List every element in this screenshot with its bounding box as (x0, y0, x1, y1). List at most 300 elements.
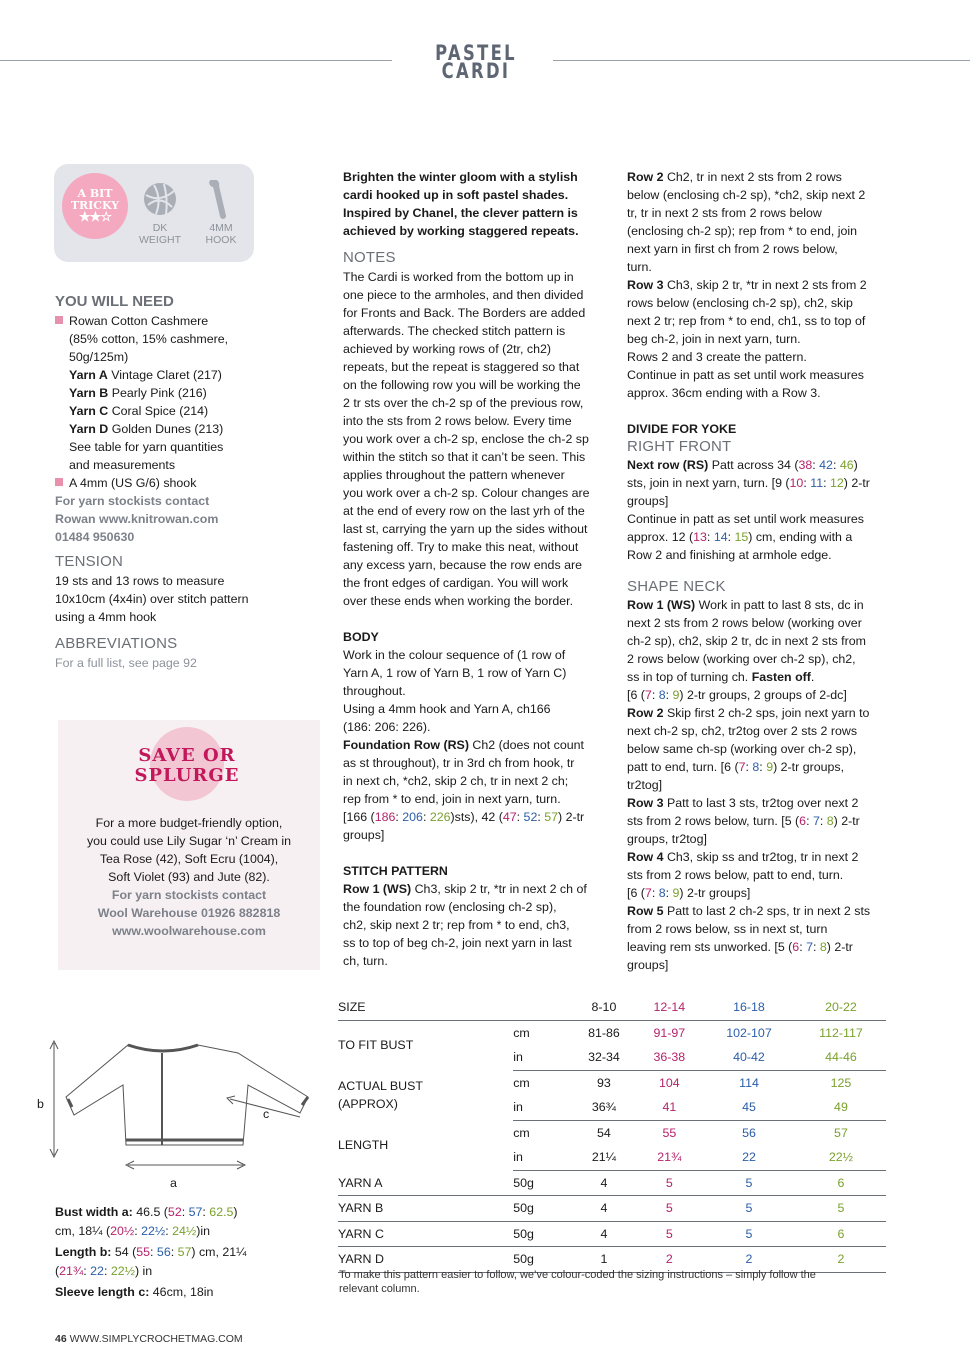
row3-label: Row 3 (627, 278, 664, 292)
size3-value: 8 (658, 688, 666, 702)
cell: 104 (659, 1075, 680, 1090)
header-rule-left (0, 60, 392, 61)
size2-value: 20½ (110, 1224, 135, 1238)
size4-value: 9 (766, 760, 774, 774)
size2-value: 6 (799, 814, 807, 828)
t: Patt to last 2 ch-2 sps, tr in next 2 sts (663, 904, 871, 918)
yarn-c (55, 402, 315, 420)
cell: 41 (637, 1095, 702, 1120)
neck-row2-line5: tr2tog] (627, 778, 663, 792)
t: Work in patt to last 8 sts, dc in (695, 598, 864, 612)
foundation-row-line2: as st throughout), tr in 3rd ch from hook, tr (343, 756, 575, 770)
t: ) cm, 21¼ (191, 1245, 247, 1259)
bullet-icon (55, 478, 63, 486)
notes-line: over these ends when working the border. (343, 594, 574, 608)
size2-value: 7 (644, 688, 652, 702)
tension-line2: 10x10cm (4x4in) over stitch pattern (55, 592, 249, 606)
table-note (339, 1268, 849, 1296)
size3-value: 14 (713, 530, 728, 544)
t: [166 ( (343, 810, 375, 824)
diagram-label-b: b (37, 1097, 44, 1111)
neck-row4-line3: [6 (7: 8: 9) 2-tr groups] (627, 886, 751, 900)
sp-row1-line5: ch, turn. (343, 954, 388, 968)
crochet-hook-icon (205, 180, 229, 220)
neck-row4-line1 (627, 848, 897, 866)
cell: 21¾ (637, 1145, 702, 1170)
notes-line: achieved by working rows of (2tr, ch2) (343, 342, 551, 356)
materials-item-yarn-text: Rowan Cotton Cashmere (69, 314, 209, 328)
row2-line2: below (enclosing ch-2 sp), *ch2, skip next 2 (627, 188, 866, 202)
yarn-row-label: YARN D (338, 1247, 513, 1273)
notes-heading: NOTES (343, 249, 396, 266)
length-label: Length b: (55, 1245, 112, 1259)
size-1: 8-10 (571, 995, 636, 1020)
neck-row1-line3: ch-2 sp), ch2, skip 2 tr, dc in next 2 sts from (627, 634, 866, 648)
next-row-line1: Next row (RS) Patt across 34 (38: 42: 46) (627, 458, 858, 472)
bullet-icon (55, 316, 63, 324)
t: ) 2-tr groups, (773, 760, 845, 774)
size4-value: 15 (734, 530, 749, 544)
cell: 57 (834, 1125, 848, 1140)
splurge-line2: you could use Lily Sugar ‘n’ Cream in (86, 834, 292, 848)
t: patt to end, turn. [6 ( (627, 760, 739, 774)
t: sts from 2 rows below, turn. [5 ( (627, 814, 800, 828)
table-note-line1: To make this pattern easier to follow, we’ve colour-coded the sizing instructions – simply follow the (339, 1269, 816, 1281)
sleeve-value: 46cm, 18in (149, 1285, 214, 1299)
table-note-a: See table for yarn quantities (69, 440, 224, 454)
materials-item-hook-text: A 4mm (US G/6) shook (69, 476, 197, 490)
splurge-stockists-b: Wool Warehouse 01926 882818 (97, 906, 281, 920)
size3-value: 57 (188, 1205, 203, 1219)
cell: 40-42 (702, 1045, 796, 1070)
sleeve-line (55, 1283, 315, 1302)
page-footer (55, 1330, 243, 1348)
foundation-row-text1: Ch2 (does not count (468, 738, 584, 752)
sp-row1-line1 (343, 880, 603, 898)
size2-value: 13 (693, 530, 707, 544)
tension-heading: TENSION (55, 553, 124, 570)
cell: 55 (662, 1125, 677, 1140)
shape-neck-heading: SHAPE NECK (627, 578, 726, 595)
table-row (338, 1070, 886, 1095)
size2-value: 7 (644, 886, 652, 900)
body-line5: (186: 206: 226). (343, 720, 431, 734)
splurge-stockists-a: For yarn stockists contact (111, 888, 267, 902)
t: cm, 18¼ ( (55, 1224, 111, 1238)
yarn-detail-b: 50g/125m) (69, 350, 129, 364)
diagram-label-a: a (170, 1176, 177, 1190)
t: ) 2-tr groups] (679, 886, 751, 900)
cell: 5 (702, 1170, 796, 1196)
sleeve-label: Sleeve length c: (55, 1285, 150, 1299)
unit: 50g (513, 1247, 571, 1273)
size2-value: 55 (136, 1245, 151, 1259)
splurge-stockists-c: www.woolwarehouse.com (112, 924, 266, 938)
neck-row2-line4: patt to end, turn. [6 (7: 8: 9) 2-tr groups, (627, 760, 845, 774)
cell: 44-46 (796, 1045, 886, 1070)
measurements (55, 1203, 315, 1302)
notes-line: applies throughout the pattern whenever (343, 468, 565, 482)
size3-value: 42 (819, 458, 833, 472)
neck-row3-line3: groups, tr2tog] (627, 832, 707, 846)
hook-line2: HOOK (205, 234, 237, 246)
yarn-ball-icon (142, 181, 178, 217)
size3-value: 206 (402, 810, 423, 824)
notes-line: afterwards. The checked stitch pattern is (343, 324, 566, 338)
size3-value: 8 (752, 760, 760, 774)
splurge-line1: For a more budget-friendly option, (95, 816, 283, 830)
divide-yoke-heading: DIVIDE FOR YOKE (627, 422, 737, 436)
row3-text: Ch3, skip 2 tr, *tr in next 2 sts from 2 (663, 278, 867, 292)
size-4: 20-22 (796, 995, 886, 1020)
notes-line: last st, carrying the yarn up the sides without (343, 522, 588, 536)
unit: 50g (513, 1196, 571, 1222)
diagram-label-c: c (263, 1107, 270, 1121)
neck-row3-label: Row 3 (627, 796, 664, 810)
size4-value: 12 (829, 476, 844, 490)
t: leaving rem sts unworked. [5 ( (627, 940, 793, 954)
cell: 22 (702, 1145, 796, 1170)
neck-row3-line2: sts from 2 rows below, turn. [5 (6: 7: 8) 2-tr (627, 814, 860, 828)
size3-value: 7 (812, 814, 820, 828)
intro-line3: Inspired by Chanel, the clever pattern is (343, 206, 578, 220)
yarn-d-label: Yarn D (69, 422, 109, 436)
cell: 1 (571, 1247, 636, 1273)
splurge-title-line1: SAVE OR (138, 745, 236, 766)
t: [6 ( (627, 688, 645, 702)
yarn-row-label: YARN A (338, 1170, 513, 1196)
next-row-line2: sts, join in next yarn, turn. [9 (10: 11: 12) 2-tr (627, 476, 870, 490)
cell: 54 (597, 1125, 611, 1140)
sp-row1-line3: ch2, skip next 2 tr; rep from * to end, ch3, (343, 918, 570, 932)
body-line4: Using a 4mm hook and Yarn A, ch166 (343, 702, 551, 716)
cell: 4 (571, 1170, 636, 1196)
cell: 93 (597, 1075, 611, 1090)
difficulty-badge (62, 173, 128, 239)
unit: cm (513, 1075, 530, 1090)
notes-line: one piece to the armholes, and then divided (343, 288, 584, 302)
notes-line: The Cardi is worked from the bottom up in (343, 270, 574, 284)
t: ) (233, 1205, 238, 1219)
size3-value: 22½ (141, 1224, 166, 1238)
row2-line6: turn. (627, 260, 652, 274)
row3-line4: beg ch-2, join in next yarn, turn. (627, 332, 801, 346)
neck-row2-line3: below same ch-sp (working over ch-2 sp), (627, 742, 857, 756)
rows23-line: Rows 2 and 3 create the pattern. (627, 350, 807, 364)
notes-line: into the sts from 2 rows below. Every time (343, 414, 572, 428)
notes-body (343, 268, 603, 610)
row2-text: Ch2, tr in next 2 sts from 2 rows (663, 170, 842, 184)
fasten-off: Fasten off (751, 670, 811, 684)
unit: 50g (513, 1170, 571, 1196)
cell: 5 (796, 1196, 886, 1222)
size2-value: 38 (798, 458, 813, 472)
row2-line1 (627, 168, 897, 186)
size4-value: 9 (672, 688, 680, 702)
cell: 5 (702, 1221, 796, 1247)
neck-row1-line1 (627, 596, 897, 614)
yarn-b-value: Pearly Pink (216) (108, 386, 207, 400)
unit: cm (513, 1125, 530, 1140)
length-row-label: LENGTH (338, 1138, 389, 1152)
difficulty-stars: ★★☆ (79, 210, 111, 225)
neck-row5-line1 (627, 902, 897, 920)
neck-row4-label: Row 4 (627, 850, 664, 864)
t: ) cm, ending with a (748, 530, 853, 544)
cell: 36¾ (571, 1095, 636, 1120)
body-line2: Yarn A, 1 row of Yarn B, 1 row of Yarn C) (343, 666, 567, 680)
notes-line: within the stitch so that it can’t be seen. This (343, 450, 586, 464)
size4-value: 8 (819, 940, 827, 954)
t: Skip first 2 ch-2 sps, join next yarn to (663, 706, 870, 720)
hook-label (195, 222, 247, 246)
size4-value: 9 (672, 886, 680, 900)
unit: cm (513, 1025, 530, 1040)
t: 54 ( (111, 1245, 137, 1259)
size4-value: 24½ (172, 1224, 197, 1238)
size3-value: 52 (523, 810, 538, 824)
unit: in (513, 1145, 571, 1170)
actual-bust-line-b: (APPROX) (338, 1097, 398, 1111)
cell: 21¼ (571, 1145, 636, 1170)
yarn-a (55, 366, 315, 384)
cell: 22½ (796, 1145, 886, 1170)
bust-width-line2: cm, 18¼ (20½: 22½: 24½)in (55, 1224, 211, 1238)
row3-line1 (627, 276, 897, 294)
yarn-row-label: YARN C (338, 1221, 513, 1247)
yarn-c-label: Yarn C (69, 404, 109, 418)
neck-row1-line6: [6 (7: 8: 9) 2-tr groups, 2 groups of 2-dc] (627, 688, 847, 702)
t: )in (196, 1224, 211, 1238)
cell: 2 (637, 1247, 702, 1273)
splurge-title-line2: SPLURGE (134, 765, 240, 786)
t: ) 2-tr groups, 2 groups of 2-dc] (679, 688, 847, 702)
intro-line2: cardi hooked up in soft pastel shades. (343, 188, 569, 202)
bust-width-line1: Bust width a: 46.5 (52: 57: 62.5) (55, 1205, 238, 1219)
cell: 4 (571, 1221, 636, 1247)
t: [6 ( (627, 886, 645, 900)
cell: 32-34 (571, 1045, 636, 1070)
continue-line2: approx. 36cm ending with a Row 3. (627, 386, 821, 400)
t: ) 2-tr (558, 810, 585, 824)
bust-width-label: Bust width a: (55, 1205, 133, 1219)
weight-line2: WEIGHT (139, 234, 181, 246)
splurge-line4: Soft Violet (93) and Jute (82). (108, 870, 270, 884)
yarn-a-label: Yarn A (69, 368, 108, 382)
row3-line2: rows below (enclosing ch-2 sp), ch2, skip (627, 296, 853, 310)
tension-line3: using a 4mm hook (55, 610, 157, 624)
cell: 5 (637, 1221, 702, 1247)
size2-value: 7 (738, 760, 746, 774)
sp-row1-line4: ss to top of beg ch-2, join next yarn in last (343, 936, 572, 950)
header-rule-right (553, 60, 970, 61)
neck-row1-line4: 2 rows below (working over ch-2 sp), ch2, (627, 652, 856, 666)
row2-label: Row 2 (627, 170, 664, 184)
save-or-splurge-title (132, 746, 242, 786)
cell: 112-117 (819, 1025, 863, 1040)
t: ) in (134, 1264, 153, 1278)
table-note-line2: relevant column. (339, 1283, 420, 1295)
table-row (338, 1170, 886, 1196)
cell: 4 (571, 1196, 636, 1222)
size4-value: 226 (429, 810, 451, 824)
size4-value: 62.5 (209, 1205, 234, 1219)
size-2: 12-14 (637, 995, 702, 1020)
right-front-heading: RIGHT FRONT (627, 438, 732, 455)
difficulty-line2: TRICKY (70, 199, 120, 212)
size2-value: 6 (792, 940, 800, 954)
continue-line5: Row 2 and finishing at armhole edge. (627, 548, 832, 562)
intro-line4: achieved by working staggered repeats. (343, 224, 579, 238)
table-note-b: and measurements (69, 458, 176, 472)
sp-row1-line2: the foundation row (enclosing ch-2 sp), (343, 900, 557, 914)
foundation-row-line4: rep from * to end, join in next yarn, turn. (343, 792, 561, 806)
cell: 6 (796, 1170, 886, 1196)
splurge-line3: Tea Rose (42), Soft Ecru (1004), (99, 852, 279, 866)
cell: 36-38 (637, 1045, 702, 1070)
cell: 5 (637, 1196, 702, 1222)
t: )sts), 42 ( (450, 810, 503, 824)
t: approx. 12 ( (627, 530, 694, 544)
size-label: SIZE (338, 995, 513, 1020)
neck-row4-line2: sts from 2 rows below, patt to end, turn. (627, 868, 844, 882)
next-row-line3: groups] (627, 494, 669, 508)
abbreviations-heading: ABBREVIATIONS (55, 635, 178, 652)
size4-value: 8 (826, 814, 834, 828)
yarn-detail-a: (85% cotton, 15% cashmere, (69, 332, 229, 346)
notes-line: 2 tr sts over the ch-2 sp of the previous row, (343, 396, 584, 410)
unit: 50g (513, 1221, 571, 1247)
unit: in (513, 1095, 571, 1120)
body-heading: BODY (343, 630, 379, 644)
notes-line: any excess yarn, because the row ends are (343, 558, 582, 572)
t: . (810, 670, 815, 684)
t: sts, join in next yarn, turn. [9 ( (627, 476, 790, 490)
size3-value: 7 (806, 940, 813, 954)
neck-row5-line3: leaving rem sts unworked. [5 (6: 7: 8) 2-tr (627, 940, 853, 954)
neck-row1-label: Row 1 (WS) (627, 598, 696, 612)
length-line2: (21¾: 22: 22½) in (55, 1264, 153, 1278)
column-right (627, 168, 897, 974)
cell: 91-97 (653, 1025, 686, 1040)
t: ss in top of turning ch. (627, 670, 749, 684)
size4-value: 57 (177, 1245, 192, 1259)
yarn-a-value: Vintage Claret (217) (107, 368, 222, 382)
neck-row2-line2: next ch-2 sp, ch2, tr2tog over 2 sts 2 rows (627, 724, 858, 738)
column-left (55, 292, 315, 672)
yarn-d (55, 420, 315, 438)
stitch-pattern-heading: STITCH PATTERN (343, 864, 448, 878)
notes-line: you work over a ch-2 sp. Colour changes are (343, 486, 590, 500)
table-row (338, 1196, 886, 1222)
page-number: 46 (55, 1333, 67, 1345)
neck-row2-label: Row 2 (627, 706, 664, 720)
site-url[interactable]: WWW.SIMPLYCROCHETMAG.COM (66, 1333, 243, 1345)
stockists-a: For yarn stockists contact (55, 494, 210, 508)
cell: 2 (796, 1247, 886, 1273)
page-title: PASTEL CARDI (435, 41, 517, 83)
size3-value: 8 (658, 886, 666, 900)
continue-line3: Continue in patt as set until work measures (627, 512, 864, 526)
cell: 102-107 (726, 1025, 772, 1040)
column-middle (343, 168, 603, 970)
size-table (338, 995, 886, 1273)
notes-line: for Fronts and Back. The Borders are added (343, 306, 586, 320)
weight-line1: DK (152, 222, 168, 234)
neck-row3-line1 (627, 794, 897, 812)
sp-row1-label: Row 1 (WS) (343, 882, 412, 896)
size3-value: 22 (90, 1264, 104, 1278)
difficulty-line1: A BIT (77, 187, 113, 200)
neck-row2-line1 (627, 704, 897, 722)
abbreviations-text: For a full list, see page 92 (55, 656, 197, 670)
size3-value: 56 (156, 1245, 171, 1259)
cell: 81-86 (588, 1025, 620, 1040)
t: 46.5 ( (132, 1205, 168, 1219)
foundation-row-line5: [166 (186: 206: 226)sts), 42 (47: 52: 57) 2-tr (343, 810, 585, 824)
notes-line: fastening off. Try to make this neat, without (343, 540, 579, 554)
actual-bust-line-a: ACTUAL BUST (338, 1079, 423, 1093)
row2-line4: (enclosing ch-2 sp); rep from * to end, join (627, 224, 858, 238)
neck-row1-line2: next 2 sts from 2 rows below (working over (627, 616, 862, 630)
table-row (338, 995, 886, 1020)
body-line3: throughout. (343, 684, 406, 698)
materials-item-hook (55, 474, 315, 492)
t: ) (853, 458, 858, 472)
table-row (338, 1221, 886, 1247)
tension-line1: 19 sts and 13 rows to measure (55, 574, 225, 588)
t: ) 2-tr (833, 814, 860, 828)
yarn-c-value: Coral Spice (214) (108, 404, 209, 418)
size2-value: 21¾ (59, 1264, 84, 1278)
cell: 6 (796, 1221, 886, 1247)
cell: 5 (702, 1196, 796, 1222)
intro-line1: Brighten the winter gloom with a stylish (343, 170, 578, 184)
foundation-row-label: Foundation Row (RS) (343, 738, 469, 752)
cell: 114 (739, 1075, 759, 1090)
t: Patt across 34 ( (708, 458, 799, 472)
weight-label (134, 222, 186, 246)
foundation-row-line3: in next ch, *ch2, skip 2 ch, tr in next 2 ch; (343, 774, 569, 788)
hook-line1: 4MM (209, 222, 233, 234)
save-or-splurge-body (66, 814, 312, 940)
notes-line: you work over a ch-2 sp, enclose the ch-2 sp (343, 432, 589, 446)
t: Patt to last 3 sts, tr2tog over next 2 (663, 796, 859, 810)
next-row-label: Next row (RS) (627, 458, 709, 472)
yarn-b-label: Yarn B (69, 386, 109, 400)
notes-line: at the end of every row on the last yrh of the (343, 504, 585, 518)
cell: 45 (702, 1095, 796, 1120)
size2-value: 186 (374, 810, 396, 824)
cell: 49 (796, 1095, 886, 1120)
size4-value: 57 (544, 810, 559, 824)
cell: 5 (637, 1170, 702, 1196)
yarn-b (55, 384, 315, 402)
notes-line: the front edges of cardigan. You will work (343, 576, 569, 590)
continue-line1: Continue in patt as set until work measures (627, 368, 864, 382)
neck-row5-label: Row 5 (627, 904, 664, 918)
cardigan-schematic (38, 1035, 318, 1195)
size2-value: 10 (789, 476, 804, 490)
size2-value: 52 (167, 1205, 182, 1219)
size-3: 16-18 (702, 995, 796, 1020)
table-row (338, 1020, 886, 1045)
bust-label: TO FIT BUST (338, 1038, 414, 1053)
size4-value: 46 (839, 458, 854, 472)
notes-line: on the following row you will be working the (343, 378, 581, 392)
notes-line: repeats, but the repeat is staggered so that (343, 360, 580, 374)
foundation-row-line1 (343, 736, 603, 754)
